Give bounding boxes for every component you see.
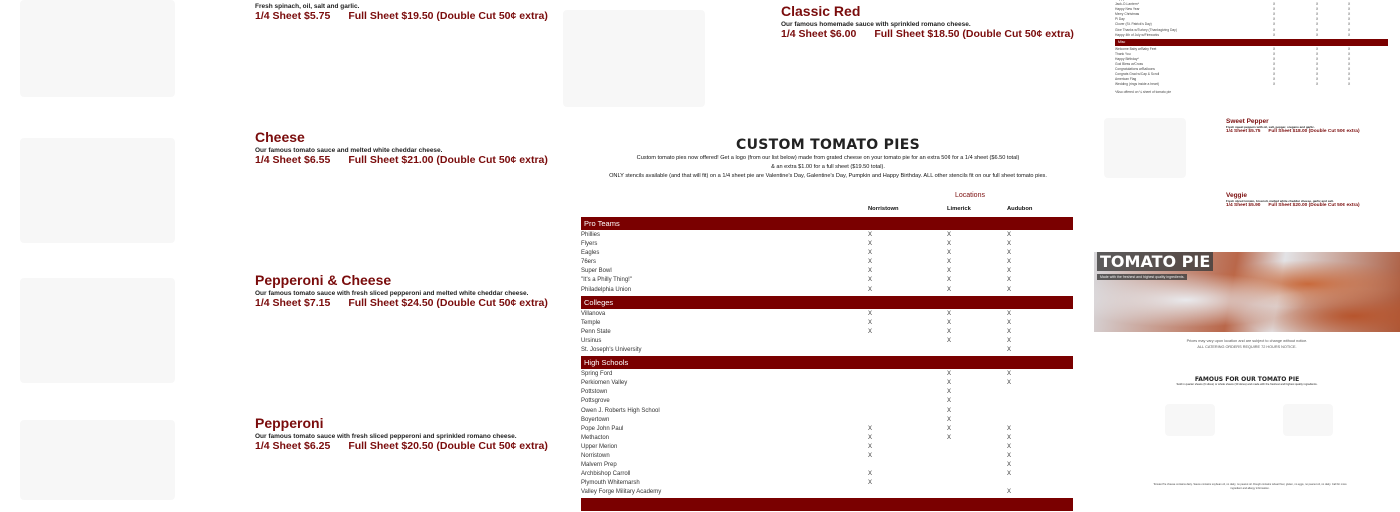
row-label: God Bless w/Cross <box>1115 62 1144 67</box>
quarter-price: 1/4 Sheet $5.90 <box>1226 203 1261 208</box>
table-row <box>581 240 1073 249</box>
item-title: Pepperoni & Cheese <box>255 272 392 288</box>
available-mark: X <box>1273 7 1276 12</box>
available-mark: X <box>868 268 873 275</box>
available-mark: X <box>1348 27 1351 32</box>
available-mark: X <box>1007 471 1012 478</box>
row-label: Eagles <box>581 250 600 257</box>
column-header: Audubon <box>1007 206 1033 212</box>
quarter-price: 1/4 Sheet $7.15 <box>255 297 331 309</box>
product-image <box>1283 404 1333 436</box>
available-mark: X <box>1007 380 1012 387</box>
product-image <box>563 10 705 107</box>
available-mark: X <box>1007 286 1012 293</box>
row-label: Thank You <box>1115 51 1131 56</box>
table-row <box>581 434 1073 443</box>
full-price: Full Sheet $21.00 (Double Cut 50¢ extra) <box>348 154 548 166</box>
locations-label: Locations <box>955 192 985 199</box>
quarter-price: 1/4 Sheet $6.55 <box>255 154 331 166</box>
available-mark: X <box>1007 250 1012 257</box>
famous-section <box>1094 376 1400 386</box>
available-mark: X <box>947 259 952 266</box>
table-row <box>581 319 1073 328</box>
available-mark: X <box>1273 72 1276 77</box>
available-mark: X <box>1007 452 1012 459</box>
available-mark: X <box>947 425 952 432</box>
table-row <box>1115 33 1388 38</box>
product-image <box>1165 404 1215 436</box>
row-label: Happy Birthday* <box>1115 56 1139 61</box>
table-body <box>581 216 1073 512</box>
row-label: Give Thanks w/Turkey (Thanksgiving Day) <box>1115 27 1177 32</box>
available-mark: X <box>1316 17 1319 22</box>
available-mark: X <box>868 286 873 293</box>
row-label: Pope John Paul <box>581 425 624 432</box>
custom-note: ONLY stencils available (and that will fit) on a 1/4 sheet pie are Valentine's Day, Galentine's Day, Pumpkin and Happy Birthday. ALL other stencils fit on our full sheet tomato pies. <box>609 173 1047 179</box>
row-label: Jack-O-Lantern* <box>1115 2 1140 7</box>
section-subtitle: Sold in quarter sheets (6 slices) or whole sheets (30 slices) and made with the freshest and highest quality ingredients. <box>1176 383 1318 386</box>
available-mark: X <box>1316 2 1319 7</box>
table-row <box>581 461 1073 470</box>
available-mark: X <box>1273 56 1276 61</box>
menu-item-veggie <box>1226 192 1360 208</box>
row-label: American Flag <box>1115 77 1137 82</box>
available-mark: X <box>947 268 952 275</box>
available-mark: X <box>1348 7 1351 12</box>
available-mark: X <box>1273 67 1276 72</box>
quarter-price: 1/4 Sheet $5.75 <box>1226 129 1261 134</box>
row-label: Villanova <box>581 310 606 317</box>
available-mark: X <box>1348 82 1351 87</box>
available-mark: X <box>1007 268 1012 275</box>
available-mark: X <box>1007 310 1012 317</box>
row-label: Boyertown <box>581 416 610 423</box>
item-description: Fresh sweet peppers with oil, salt, pepper, oregano and garlic. <box>1226 125 1315 129</box>
row-label: Clover (St. Patrick's Day) <box>1115 22 1152 27</box>
table-row <box>581 479 1073 488</box>
row-label: Malvern Prep <box>581 462 617 469</box>
available-mark: X <box>868 250 873 257</box>
available-mark: X <box>1007 277 1012 284</box>
table-row <box>581 488 1073 497</box>
available-mark: X <box>947 241 952 248</box>
table-row <box>581 286 1073 295</box>
full-price: Full Sheet $18.00 (Double Cut 50¢ extra) <box>1268 129 1360 134</box>
available-mark: X <box>1348 46 1351 51</box>
table-row <box>581 258 1073 267</box>
section-title: CUSTOM TOMATO PIES <box>736 137 920 153</box>
available-mark: X <box>947 310 952 317</box>
available-mark: X <box>1348 56 1351 61</box>
custom-note: Custom tomato pies now offered! Get a logo (from our list below) made from grated cheese on your tomato pie for an extra 50¢ for a 1/4 sheet ($6.50 total) <box>636 155 1020 161</box>
available-mark: X <box>1348 2 1351 7</box>
available-mark: X <box>1316 56 1319 61</box>
row-label <box>1115 0 1168 1</box>
row-label: Merry Christmas <box>1115 12 1140 17</box>
table-row <box>581 407 1073 416</box>
item-title: Pepperoni <box>255 415 324 431</box>
notice-text: Prices may vary upon location and are subject to change without notice. <box>1186 339 1308 343</box>
footnote: *Also offered on ¼ sheet of tomato pie <box>1115 89 1172 94</box>
menu-item-sweet-pepper <box>1226 118 1360 134</box>
available-mark: X <box>1273 12 1276 17</box>
available-mark: X <box>1316 46 1319 51</box>
row-label: Owen J. Roberts High School <box>581 407 660 414</box>
row-label: Pi Day <box>1115 17 1125 22</box>
row-label: Temple <box>581 319 601 326</box>
available-mark: X <box>868 319 873 326</box>
row-label: Congrats Grad w/Cap & Scroll <box>1115 72 1160 77</box>
section-header: Pro Teams <box>581 217 1073 230</box>
available-mark: X <box>1348 62 1351 67</box>
available-mark: X <box>1007 319 1012 326</box>
custom-note: & an extra $1.00 for a full sheet ($19.50 total). <box>771 164 885 170</box>
available-mark: X <box>1273 82 1276 87</box>
available-mark: X <box>1316 51 1319 56</box>
item-title: Veggie <box>1226 192 1247 199</box>
column-header: Limerick <box>947 206 971 212</box>
row-label: Norristown <box>581 452 610 459</box>
item-title: Classic Red <box>781 3 861 19</box>
row-label: Phillies <box>581 232 601 238</box>
item-description: Our famous tomato sauce with fresh sliced pepperoni and melted white cheddar cheese. <box>255 290 529 297</box>
quarter-price: 1/4 Sheet $6.00 <box>781 28 857 40</box>
row-label: Super Bowl <box>581 268 612 275</box>
available-mark: X <box>1348 51 1351 56</box>
available-mark: X <box>1007 347 1012 354</box>
item-price <box>255 297 548 309</box>
available-mark: X <box>1007 371 1012 378</box>
menu-item-cheese <box>255 129 548 166</box>
available-mark: X <box>1273 51 1276 56</box>
available-mark: X <box>947 407 952 414</box>
row-label: Wedding (rings inside a heart) <box>1115 82 1159 87</box>
column-header: Norristown <box>868 206 899 212</box>
table-row <box>581 452 1073 461</box>
available-mark: X <box>868 328 873 335</box>
available-mark: X <box>868 443 873 450</box>
item-description: Fresh spinach, oil, salt and garlic. <box>255 3 360 10</box>
available-mark: X <box>947 328 952 335</box>
available-mark: X <box>947 250 952 257</box>
available-mark: X <box>1007 328 1012 335</box>
table-row <box>1115 82 1388 87</box>
table-row <box>581 249 1073 258</box>
item-price <box>255 154 548 166</box>
item-price <box>781 28 1074 40</box>
available-mark: X <box>1273 32 1276 37</box>
available-mark: X <box>1273 46 1276 51</box>
table-row <box>581 470 1073 479</box>
section-header <box>581 498 1073 511</box>
table-row <box>581 425 1073 434</box>
available-mark: X <box>947 389 952 396</box>
available-mark: X <box>1007 259 1012 266</box>
row-label: Happy 4th of July w/Fireworks <box>1115 32 1159 37</box>
available-mark: X <box>947 337 952 344</box>
product-image <box>20 0 175 97</box>
table-row <box>581 328 1073 337</box>
available-mark: X <box>1273 27 1276 32</box>
table-row <box>581 231 1073 240</box>
available-mark: X <box>1348 72 1351 77</box>
quarter-price: 1/4 Sheet $6.25 <box>255 440 331 452</box>
table-row <box>581 346 1073 355</box>
available-mark: X <box>1316 62 1319 67</box>
row-label: Archbishop Carroll <box>581 471 631 478</box>
item-description: Our famous homemade sauce with sprinkled romano cheese. <box>781 21 971 28</box>
row-label: 76ers <box>581 259 597 266</box>
available-mark: X <box>1007 232 1012 238</box>
available-mark: X <box>1273 77 1276 82</box>
row-label: Welcome Baby w/Baby Feet <box>1115 46 1157 51</box>
menu-item-spinach <box>255 1 548 22</box>
available-mark: X <box>947 232 952 238</box>
available-mark: X <box>1273 62 1276 67</box>
menu-item-pepperoni-cheese <box>255 272 548 309</box>
table-row <box>581 310 1073 319</box>
product-image <box>20 278 175 383</box>
available-mark: X <box>1348 32 1351 37</box>
row-label: Happy New Year <box>1115 7 1140 12</box>
row-label: Philadelphia Union <box>581 286 632 293</box>
available-mark: X <box>1007 443 1012 450</box>
row-label: Upper Merion <box>581 443 618 450</box>
product-image <box>1104 118 1186 178</box>
table-row <box>581 276 1073 285</box>
available-mark: X <box>1316 82 1319 87</box>
quarter-price: 1/4 Sheet $5.75 <box>255 10 331 22</box>
available-mark: X <box>868 425 873 432</box>
notice-text: ALL CATERING ORDERS REQUIRE 72 HOURS NOTICE. <box>1197 345 1297 349</box>
section-header: Misc <box>1115 39 1388 46</box>
available-mark: X <box>1348 22 1351 27</box>
section-title: FAMOUS FOR OUR TOMATO PIE <box>1194 376 1300 383</box>
item-price <box>255 440 548 452</box>
table-row <box>581 267 1073 276</box>
item-price <box>1226 129 1360 134</box>
available-mark: X <box>1316 7 1319 12</box>
row-label: Plymouth Whitemarsh <box>581 480 640 487</box>
full-price: Full Sheet $19.50 (Double Cut 50¢ extra) <box>348 10 548 22</box>
item-title: Sweet Pepper <box>1226 118 1269 125</box>
available-mark: X <box>1007 337 1012 344</box>
available-mark: X <box>947 380 952 387</box>
row-label: Flyers <box>581 241 598 248</box>
row-label: Congratulations w/Balloons <box>1115 67 1155 72</box>
available-mark: X <box>1348 77 1351 82</box>
holiday-table <box>1115 0 1388 94</box>
available-mark: X <box>868 310 873 317</box>
row-label: Penn State <box>581 328 611 335</box>
allergy-note: Tomato Pie cheese contains dairy. Sauce contains soybean oil, no dairy, no peanut oil. Dough contains wheat flour, gluten, no eggs, no peanut oil, no dairy. Call for more ingredient and allergy information. <box>1153 483 1347 490</box>
available-mark: X <box>1348 12 1351 17</box>
available-mark: X <box>947 416 952 423</box>
item-description: Our famous tomato sauce with fresh sliced pepperoni and sprinkled romano cheese. <box>255 433 517 440</box>
available-mark: X <box>1348 67 1351 72</box>
product-image <box>20 138 175 243</box>
table-row <box>581 397 1073 406</box>
table-row <box>581 379 1073 388</box>
row-label: Spring Ford <box>581 371 613 378</box>
hero-title: TOMATO PIE <box>1097 252 1213 271</box>
available-mark: X <box>1273 17 1276 22</box>
available-mark: X <box>947 398 952 405</box>
row-label: Perkiomen Valley <box>581 380 628 387</box>
row-label: Pottstown <box>581 389 608 396</box>
available-mark: X <box>868 434 873 441</box>
item-price <box>255 10 548 22</box>
price-notice <box>1094 339 1400 349</box>
available-mark: X <box>868 277 873 284</box>
full-price: Full Sheet $24.50 (Double Cut 50¢ extra) <box>348 297 548 309</box>
available-mark: X <box>1316 22 1319 27</box>
available-mark: X <box>947 434 952 441</box>
row-label: St. Joseph's University <box>581 347 642 354</box>
available-mark: X <box>1316 67 1319 72</box>
section-header: Colleges <box>581 296 1073 309</box>
available-mark: X <box>1316 77 1319 82</box>
full-price: Full Sheet $20.50 (Double Cut 50¢ extra) <box>348 440 548 452</box>
menu-item-pepperoni <box>255 415 548 452</box>
table-row <box>581 370 1073 379</box>
available-mark: X <box>947 277 952 284</box>
available-mark: X <box>868 241 873 248</box>
available-mark: X <box>947 286 952 293</box>
available-mark: X <box>868 471 873 478</box>
custom-pies-header <box>578 137 1078 181</box>
table-row <box>581 443 1073 452</box>
item-description: Fresh sliced tomato, broccoli, melted white cheddar cheese, garlic and salt. <box>1226 199 1334 203</box>
hero-subtitle: Made with the freshest and highest quality ingredients. <box>1097 274 1187 280</box>
available-mark: X <box>1316 27 1319 32</box>
table-row <box>581 337 1073 346</box>
available-mark: X <box>1273 22 1276 27</box>
available-mark: X <box>1316 12 1319 17</box>
available-mark: X <box>868 259 873 266</box>
available-mark: X <box>1316 72 1319 77</box>
full-price: Full Sheet $20.00 (Double Cut 50¢ extra) <box>1268 203 1360 208</box>
available-mark: X <box>1007 241 1012 248</box>
available-mark: X <box>868 232 873 238</box>
hero-banner <box>1094 252 1400 332</box>
row-label: Valley Forge Military Academy <box>581 489 662 496</box>
available-mark: X <box>1273 2 1276 7</box>
menu-item-classic-red <box>781 3 1074 40</box>
item-price <box>1226 203 1360 208</box>
available-mark: X <box>947 319 952 326</box>
item-description: Our famous tomato sauce and melted white cheddar cheese. <box>255 147 443 154</box>
available-mark: X <box>868 480 873 487</box>
product-image <box>20 420 175 500</box>
section-header: High Schools <box>581 356 1073 369</box>
full-price: Full Sheet $18.50 (Double Cut 50¢ extra) <box>874 28 1074 40</box>
available-mark: X <box>1007 425 1012 432</box>
table-row <box>581 388 1073 397</box>
row-label: Methacton <box>581 434 610 441</box>
available-mark: X <box>1007 489 1012 496</box>
available-mark: X <box>1007 434 1012 441</box>
row-label: Ursinus <box>581 337 602 344</box>
item-title: Cheese <box>255 129 305 145</box>
table-row <box>581 416 1073 425</box>
available-mark: X <box>947 371 952 378</box>
row-label: "It's a Philly Thing!" <box>581 277 632 284</box>
available-mark: X <box>1007 462 1012 469</box>
available-mark: X <box>868 452 873 459</box>
available-mark: X <box>1348 17 1351 22</box>
available-mark: X <box>1316 32 1319 37</box>
row-label: Pottsgrove <box>581 398 610 405</box>
